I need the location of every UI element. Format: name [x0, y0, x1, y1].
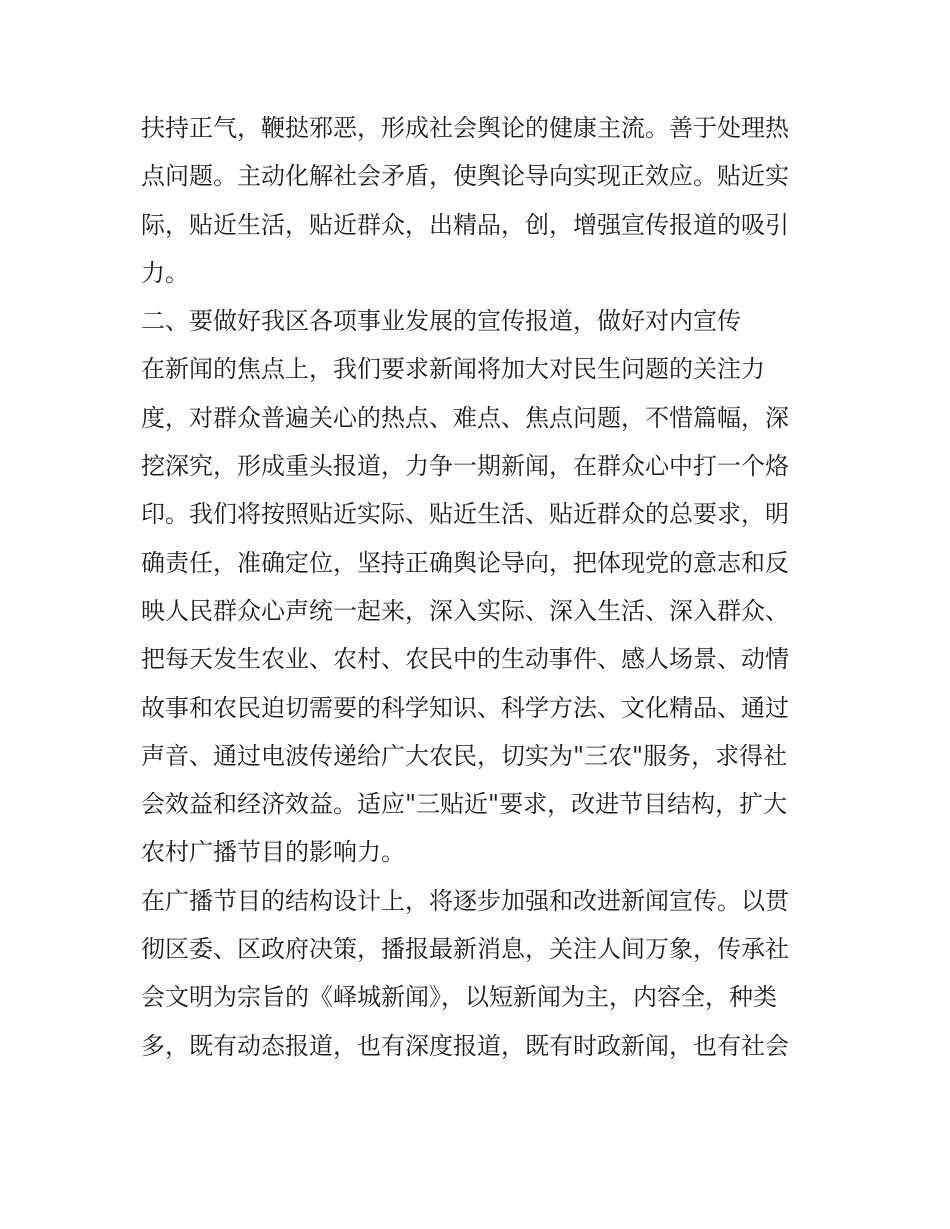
- text-line: 扶持正气，鞭挞邪恶，形成社会舆论的健康主流。善于处理热: [141, 114, 789, 142]
- text-line: 把每天发生农业、农村、农民中的生动事件、感人场景、动情: [141, 645, 789, 674]
- section-heading: 二、要做好我区各项事业发展的宣传报道，做好对内宣传: [141, 307, 741, 336]
- text-line: 点问题。主动化解社会矛盾，使舆论导向实现正效应。贴近实: [141, 162, 789, 191]
- text-line: 会效益和经济效益。适应"三贴近"要求，改进节目结构，扩大: [141, 790, 788, 819]
- text-line: 在广播节目的结构设计上，将逐步加强和改进新闻宣传。以贯: [141, 886, 789, 915]
- text-line: 印。我们将按照贴近实际、贴近生活、贴近群众的总要求，明: [141, 500, 789, 529]
- text-line: 映人民群众心声统一起来，深入实际、深入生活、深入群众、: [141, 596, 789, 625]
- text-line: 声音、通过电波传递给广大农民，切实为"三农"服务，求得社: [141, 741, 788, 770]
- text-line: 彻区委、区政府决策，播报最新消息，关注人间万象，传承社: [141, 935, 789, 964]
- body-text: [141, 104, 821, 1070]
- text-line: 农村广播节目的影响力。: [141, 838, 405, 867]
- text-line: 故事和农民迫切需要的科学知识、科学方法、文化精品、通过: [141, 693, 789, 722]
- text-line: 际，贴近生活，贴近群众，出精品，创，增强宣传报道的吸引: [141, 210, 789, 239]
- text-line: 力。: [141, 258, 189, 287]
- text-line: 在新闻的焦点上，我们要求新闻将加大对民生问题的关注力: [141, 355, 765, 384]
- text-line: 度，对群众普遍关心的热点、难点、焦点问题，不惜篇幅，深: [141, 403, 789, 432]
- text-line: 多，既有动态报道，也有深度报道，既有时政新闻，也有社会: [141, 1031, 789, 1060]
- text-line: 确责任，准确定位，坚持正确舆论导向，把体现党的意志和反: [141, 548, 789, 577]
- text-line: 挖深究，形成重头报道，力争一期新闻，在群众心中打一个烙: [141, 452, 789, 481]
- text-line: 会文明为宗旨的《峄城新闻》，以短新闻为主，内容全，种类: [141, 983, 777, 1012]
